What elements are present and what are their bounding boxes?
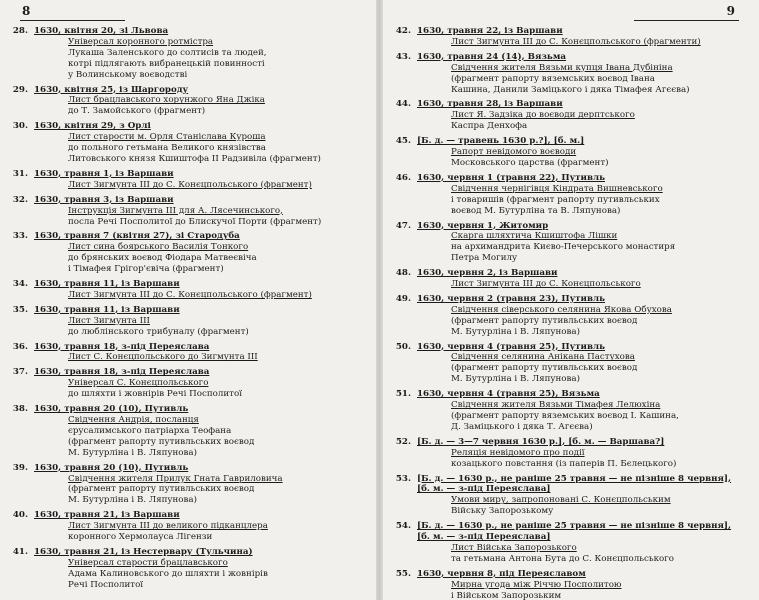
entry-number: 32. [12,194,28,205]
entry-number: 29. [12,84,28,95]
entry-heading [413,136,751,147]
entry-heading-line: [б. м. — з-під Переяслава] [417,484,551,495]
entry-heading-line: [Б. д. — 3—7 червня 1630 р.], [б. м. — Варшава?] [417,436,665,447]
entry-description-line: Свідчення чернігівця Кіндрата Вишневського [451,183,663,194]
entry-heading-line: [Б. д. — 1630 р., не раніше 25 травня — не пізніше 8 червня], [417,521,732,532]
entry-number: 41. [12,546,28,557]
entry-description-line: на архимандрита Києво-Печерського монастиря [451,242,676,253]
toc-entry [391,569,751,600]
entry-description-line: у Волинському воєводстві [68,69,188,80]
entry-heading [413,52,751,63]
entry-heading-line: [Б. д. — 1630 р., не раніше 25 травня — не пізніше 8 червня], [417,473,732,484]
toc-entry [8,342,370,364]
toc-entry [8,404,370,459]
entry-number: 43. [395,51,411,62]
entry-description [413,580,751,600]
entry-description-line: (фрагмент рапорту путивльських воєвод [451,363,638,374]
entry-heading [413,26,751,37]
entry-description-line: Рапорт невідомого воєводи [451,147,577,158]
entry-heading-line: 1630, травня 11, із Варшави [34,279,180,290]
entry-description [413,231,751,264]
entry-description-line: Лист Війська Запорозького [451,542,577,553]
entry-number: 40. [12,510,28,521]
toc-entry [391,52,751,96]
entry-heading-line: 1630, травня 18, з-під Переяслава [34,367,210,378]
entry-description-line: та гетьмана Антона Бута до С. Конєцпольського [451,553,675,564]
toc-entry [8,26,370,81]
entry-description-line: Литовського князя Кшиштофа ІІ Радзивіла (фрагмент) [68,153,321,164]
toc-entry [8,547,370,591]
entry-description [30,206,370,228]
entry-description [30,37,370,81]
entry-heading [413,294,751,305]
entry-description [30,95,370,117]
header-rule [20,20,125,21]
entry-description [30,521,370,543]
entry-heading [30,231,370,242]
toc-entry [8,85,370,118]
entry-description-line: Лист сина боярського Василія Тонкого [68,242,249,253]
entry-heading-line: 1630, травня 21, із Нестервару (Тульчина) [34,546,253,557]
entry-description-line: (фрагмент рапорту вяземських воєвод І. Кашина, [451,411,679,421]
entry-description-line: Лист Зигмунта ІІІ [68,315,150,326]
entry-heading-line: 1630, травня 7 (квітня 27), зі Стародуба [34,231,240,242]
entry-number: 45. [395,136,411,147]
entry-heading [413,173,751,184]
entry-description-line: Лист старости м. Орля Станіслава Куроша [68,132,266,143]
entry-number: 36. [12,341,28,352]
entry-number: 35. [12,304,28,315]
entry-number: 30. [12,121,28,132]
entry-description-line: Універсал коронного ротмістра [68,36,214,47]
entry-description-line: Лукаша Заленського до солтисів та людей, [68,47,267,58]
entry-description-line: Універсал старости брацлавського [68,557,228,568]
entry-description-line: воєвод М. Бутурліна та В. Ляпунова) [451,205,621,216]
entry-description-line: Умови миру, запропоновані С. Конєцпольським [451,495,671,506]
entry-number: 44. [395,99,411,110]
entry-heading [413,437,751,448]
toc-entry [391,173,751,217]
entry-description [413,448,751,470]
entry-heading [413,389,751,400]
entry-heading-line: 1630, травня 11, із Варшави [34,304,180,315]
entry-description [30,180,370,191]
toc-entry [391,437,751,470]
toc-entry [391,521,751,565]
entry-description-line: Лист брацлавського хорунжого Яна Джіка [68,95,265,106]
entry-heading-line: 1630, травня 1, із Варшави [34,168,174,179]
toc-entry [8,279,370,301]
entry-number: 39. [12,462,28,473]
entry-description-line: Лист Зигмунта ІІІ до С. Конєцпольського (фрагменти) [451,36,701,47]
entry-heading-line: [Б. д. — травень 1630 р.?], [б. м.] [417,136,585,147]
entry-heading-line: 1630, червня 2 (травня 23), Путивль [417,293,606,304]
entry-number: 52. [395,436,411,447]
entry-description [30,474,370,507]
page-number: 8 [22,4,31,18]
entry-description [413,37,751,48]
entry-description-line: Свідчення жителя Вязьми купця Івана Дубініна [451,62,673,73]
entry-description [413,305,751,338]
entry-description-line: (фрагмент рапорту путивльських воєвод [68,436,255,447]
toc-entry [391,268,751,290]
entry-description [413,400,751,433]
toc-entry [391,136,751,169]
entry-number: 54. [395,521,411,532]
entry-heading-line: 1630, квітня 29, з Орлі [34,121,151,132]
entry-description-line: Лист Зигмунта ІІІ до С. Конєцпольського (фрагмент) [68,289,312,300]
entry-description-line: Реляція невідомого про події [451,447,585,458]
entry-heading-line: 1630, червня 4 (травня 25), Путивль [417,341,606,352]
entry-number: 34. [12,279,28,290]
entry-description-line: до люблінського трибуналу (фрагмент) [68,326,249,337]
entry-description-line: Мирна угода між Річчю Посполитою [451,579,622,590]
entry-description [30,378,370,400]
toc-entry [8,231,370,275]
entry-description-line: коронного Хермолауса Лігензи [68,532,213,543]
entry-number: 53. [395,473,411,484]
entry-number: 51. [395,389,411,400]
entry-heading [413,474,751,496]
toc-entry [8,463,370,507]
entry-description [30,290,370,301]
entry-description-line: (фрагмент рапорту путивльських воєвод [451,315,638,326]
entry-description-line: Д. Заміцького і дяка Т. Агєєва) [451,421,593,432]
entry-heading-line: 1630, травня 28, із Варшави [417,99,563,110]
entry-description-line: Лист Зигмунта ІІІ до великого підканцлера [68,521,268,532]
entry-heading [30,547,370,558]
entry-description-line: козацького повстання (із паперів П. Бєлецького) [451,458,677,469]
entry-heading [413,342,751,353]
entry-description-line: Лист Зигмунта ІІІ до С. Конєцпольського (фрагмент) [68,179,312,190]
toc-entry [391,26,751,48]
entry-heading [413,521,751,543]
entry-description-line: і Тімафея Грігор'євіча (фрагмент) [68,264,224,275]
entry-heading [413,221,751,232]
toc-entry [8,510,370,543]
entry-description-line: М. Бутурліна і В. Ляпунова) [451,374,580,385]
entry-description [30,316,370,338]
entry-description-line: посла Речі Посполитої до Блискучої Порти (фрагмент) [68,216,322,227]
entry-description-line: (фрагмент рапорту вяземських воєвод Івана [451,73,655,84]
entry-description-line: і Військом Запорозьким [451,590,562,600]
entry-description-line: М. Бутурліна і В. Ляпунова) [68,495,197,506]
entry-heading [413,569,751,580]
entry-description-line: і товаришів (фрагмент рапорту путивльських [451,194,660,205]
entry-description-line: Свідчення жителя Прилук Гната Гавриловича [68,473,283,484]
entry-description-line: Московського царства (фрагмент) [451,157,609,168]
entry-heading-line: [б. м. — з-під Переяслава] [417,532,551,543]
entry-description [413,184,751,217]
entry-description [413,352,751,385]
entry-number: 38. [12,404,28,415]
entry-description-line: Лист Зигмунта ІІІ до С. Конєцпольського [451,279,641,290]
right-page [383,0,759,600]
entry-heading [30,342,370,353]
entry-heading-line: 1630, червня 1 (травня 22), Путивль [417,172,606,183]
toc-entry [391,294,751,338]
toc-entry [391,342,751,386]
toc-entry [391,389,751,433]
entry-description-line: Інструкція Зигмунта ІІІ для А. Лясечинського, [68,205,283,216]
entry-description-line: до шляхти і жовнірів Речі Посполитої [68,389,242,400]
entry-number: 47. [395,220,411,231]
entry-description-line: Лист Я. Задзіка до воєводи дерптського [451,110,635,121]
entry-description [30,132,370,165]
entry-number: 37. [12,367,28,378]
entry-heading-line: 1630, квітня 20, зі Львова [34,26,169,36]
entry-heading [30,463,370,474]
entry-description-line: М. Бутурліна і В. Ляпунова) [451,326,580,337]
entry-description [30,242,370,275]
entry-heading [30,26,370,37]
entry-heading-line: 1630, травня 3, із Варшави [34,194,174,205]
entry-heading-line: 1630, травня 21, із Варшави [34,510,180,521]
toc-entry [391,221,751,265]
entry-number: 55. [395,568,411,579]
entry-description-line: Універсал С. Конєцпольського [68,378,209,389]
entry-description-line: Свідчення селянина Анікана Пастухова [451,352,635,363]
entry-number: 33. [12,231,28,242]
entry-description-line: до польного гетьмана Великого князівства [68,143,266,154]
entry-description [413,495,751,517]
entry-description-line: Свідчення Андрія, посланця [68,415,199,425]
entry-description-line: котрі підлягають вибранецькій повинності [68,58,265,69]
entry-heading-line: 1630, червня 4 (травня 25), Вязьма [417,389,600,400]
entry-heading-line: 1630, червня 8, під Переяславом [417,568,586,579]
entry-heading [30,279,370,290]
entry-description-line: Свідчення жителя Вязьми Тімафея Лелюхіна [451,400,661,411]
entry-heading-line: 1630, травня 24 (14), Вязьма [417,51,567,62]
entry-description-line: Свідчення сіверського селянина Якова Обухова [451,304,672,315]
entry-description [413,279,751,290]
toc-entry [391,474,751,518]
entry-heading [30,169,370,180]
toc-list [391,26,751,600]
entry-description-line: М. Бутурліна і В. Ляпунова) [68,447,197,458]
entry-description-line: Каспра Денхофа [451,121,528,132]
entry-heading-line: 1630, травня 18, з-під Переяслава [34,341,210,352]
entry-description-line: Речі Посполитої [68,579,144,590]
entry-heading [30,510,370,521]
toc-entry [8,195,370,228]
entry-heading-line: 1630, квітня 25, із Шаргороду [34,84,189,95]
entry-heading-line: 1630, травня 20 (10), Путивль [34,462,189,473]
entry-description-line: Кашина, Данили Заміцького і дяка Тімафея Агєєва) [451,84,690,95]
header-rule [634,20,739,21]
entry-heading-line: 1630, червня 1, Житомир [417,220,549,231]
entry-heading [30,85,370,96]
entry-number: 31. [12,168,28,179]
book-gutter [376,0,383,600]
toc-entry [8,169,370,191]
toc-entry [391,99,751,132]
entry-description-line: до Т. Замойського (фрагмент) [68,106,206,117]
entry-heading [30,404,370,415]
entry-number: 28. [12,26,28,36]
toc-entry [8,305,370,338]
entry-description [413,543,751,565]
entry-description-line: Скарга шляхтича Кшиштофа Лішки [451,231,618,242]
entry-description [30,415,370,459]
toc-entry [8,121,370,165]
entry-heading-line: 1630, травня 20 (10), Путивль [34,404,189,415]
entry-heading [413,268,751,279]
entry-description-line: Лист С. Конєцпольського до Зигмунта ІІІ [68,352,258,363]
toc-entry [8,367,370,400]
entry-heading-line: 1630, травня 22, із Варшави [417,26,563,36]
entry-number: 50. [395,341,411,352]
entry-heading [413,99,751,110]
left-page [0,0,377,600]
entry-heading [30,305,370,316]
entry-description [413,63,751,96]
entry-description-line: єрусалимського патріарха Теофана [68,425,232,436]
entry-description-line: Петра Могилу [451,253,518,264]
page-number: 9 [726,4,735,18]
entry-description-line: до брянських воєвод Фіодара Матвеєвіча [68,253,257,264]
entry-description-line: Адама Калиновського до шляхти і жовнірів [68,568,268,579]
entry-number: 49. [395,293,411,304]
entry-heading-line: 1630, червня 2, із Варшави [417,268,558,279]
entry-description-line: Війську Запорозькому [451,506,554,517]
entry-heading [30,195,370,206]
entry-description-line: (фрагмент рапорту путивльських воєвод [68,484,255,495]
entry-number: 48. [395,268,411,279]
entry-number: 46. [395,172,411,183]
entry-description [30,558,370,591]
entry-number: 42. [395,26,411,36]
entry-heading [30,121,370,132]
entry-description [30,352,370,363]
entry-heading [30,367,370,378]
toc-list [8,26,370,595]
entry-description [413,147,751,169]
entry-description [413,110,751,132]
